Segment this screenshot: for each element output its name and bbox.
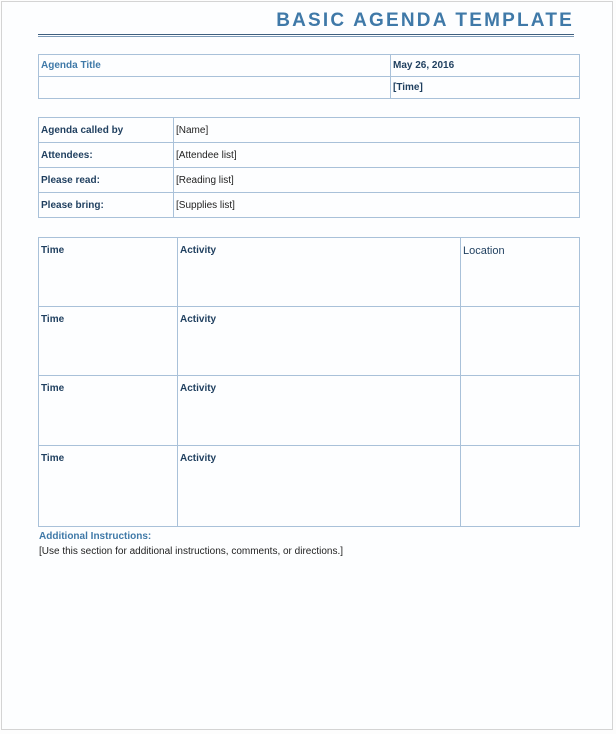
info-value-please-bring[interactable]: [Supplies list]: [174, 193, 580, 218]
info-value-attendees[interactable]: [Attendee list]: [174, 143, 580, 168]
schedule-location-cell[interactable]: [461, 307, 580, 376]
info-value-called-by[interactable]: [Name]: [174, 118, 580, 143]
schedule-location-cell[interactable]: [461, 376, 580, 446]
agenda-title-field[interactable]: Agenda Title: [39, 55, 391, 77]
title-rule: [38, 34, 574, 35]
info-table: [38, 117, 580, 218]
schedule-table: [38, 237, 580, 527]
info-row: [39, 118, 580, 143]
info-label-called-by: Agenda called by: [39, 118, 174, 143]
schedule-row: [39, 307, 580, 376]
schedule-activity-cell[interactable]: Activity: [178, 307, 461, 376]
document-title: BASIC AGENDA TEMPLATE: [276, 10, 574, 31]
additional-instructions-label: Additional Instructions:: [39, 531, 152, 542]
schedule-location-cell[interactable]: [461, 446, 580, 527]
title-rule-secondary: [38, 36, 574, 37]
agenda-page: [1, 1, 613, 730]
info-row: [39, 143, 580, 168]
schedule-location-header[interactable]: Location: [461, 238, 580, 307]
schedule-time-cell[interactable]: Time: [39, 307, 178, 376]
schedule-activity-cell[interactable]: Activity: [178, 446, 461, 527]
header-blank-cell[interactable]: [39, 77, 391, 99]
header-row-time: [39, 77, 580, 99]
schedule-time-cell[interactable]: Time: [39, 238, 178, 307]
info-row: [39, 193, 580, 218]
info-label-please-read: Please read:: [39, 168, 174, 193]
schedule-time-cell[interactable]: Time: [39, 446, 178, 527]
header-table: [38, 54, 580, 99]
additional-instructions-text[interactable]: [Use this section for additional instructions, comments, or directions.]: [39, 546, 344, 557]
schedule-activity-cell[interactable]: Activity: [178, 376, 461, 446]
date-field[interactable]: May 26, 2016: [391, 55, 580, 77]
schedule-row: [39, 446, 580, 527]
schedule-row: [39, 376, 580, 446]
header-row-title: [39, 55, 580, 77]
schedule-time-cell[interactable]: Time: [39, 376, 178, 446]
schedule-row: [39, 238, 580, 307]
info-row: [39, 168, 580, 193]
schedule-activity-cell[interactable]: Activity: [178, 238, 461, 307]
info-label-attendees: Attendees:: [39, 143, 174, 168]
time-field[interactable]: [Time]: [391, 77, 580, 99]
info-label-please-bring: Please bring:: [39, 193, 174, 218]
info-value-please-read[interactable]: [Reading list]: [174, 168, 580, 193]
